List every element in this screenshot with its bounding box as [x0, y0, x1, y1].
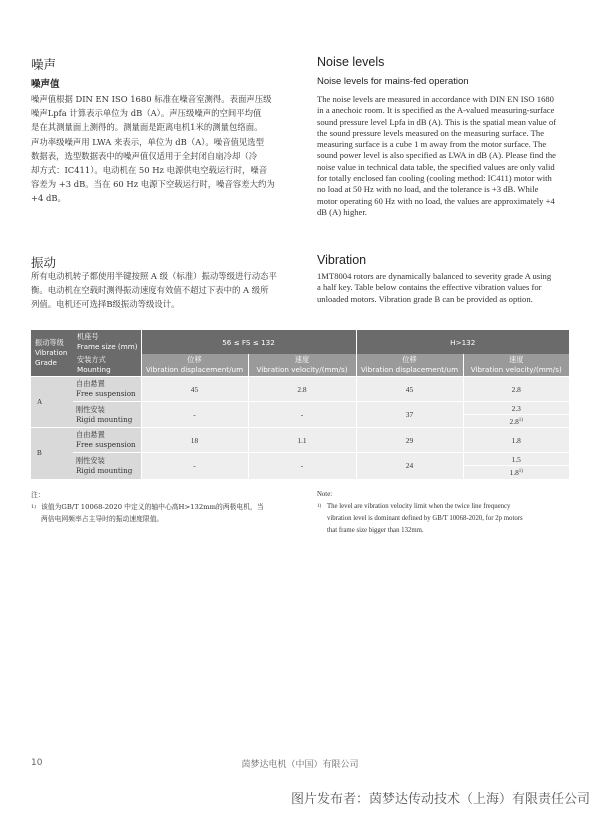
note-mark: 1): [31, 504, 37, 510]
vibration-title-en: Vibration: [317, 253, 367, 267]
vibration-body-en: [317, 271, 582, 305]
note-line-en: vibration level is dominant defined by GB/T 10068-2020, for 2p motors: [327, 515, 523, 522]
vibration-title-zh: 振动: [31, 255, 57, 270]
velocity-header-en: Vibration velocity/(mm/s): [256, 365, 348, 374]
displacement-header: [356, 354, 463, 377]
rigid-zh: 刚性安装: [76, 455, 105, 465]
vibration-line-zh: 所有电动机转子都使用半键按照 A 级（标准）振动等级进行动态平: [31, 271, 277, 281]
displacement-header-en: Vibration displacement/um: [145, 365, 244, 374]
note-label-en: Note:: [317, 491, 333, 498]
table-cell: 2.8: [248, 377, 356, 402]
mounting-free-cell: [73, 377, 141, 402]
table-cell: -: [141, 453, 248, 479]
mounting-free-cell: [73, 428, 141, 453]
table-cell: -: [248, 402, 356, 428]
note-label-zh: 注：: [31, 491, 45, 499]
cell-value: 2.8: [509, 416, 519, 426]
table-cell: 2.3: [463, 402, 569, 415]
displacement-header-zh: 位移: [402, 355, 417, 364]
mounting-header-zh: 安装方式: [77, 355, 106, 364]
noise-body-zh: [31, 92, 303, 206]
company-name: 茵梦达电机（中国）有限公司: [241, 760, 359, 770]
noise-line-zh: 容差为 +3 dB。当在 60 Hz 电源下空载运行时，噪音容差大约为: [31, 179, 275, 190]
noise-line-en: sound power level is also specified as LWA in dB (A). Please find the: [317, 150, 556, 161]
table-cell: -: [248, 453, 356, 479]
noise-line-en: sound pressure level Lpfa in dB (A). This is the spatial mean value of: [317, 116, 556, 127]
velocity-header-zh: 速度: [294, 355, 310, 364]
table-cell-footnoted: [463, 415, 569, 428]
grade-header-zh: 振动等级: [35, 338, 64, 347]
vibration-line-zh: 列值。电机还可选择B级振动等级设计。: [31, 299, 180, 310]
displacement-header-zh: 位移: [187, 355, 202, 364]
table-cell: 37: [356, 402, 463, 428]
vibration-table: [31, 330, 569, 479]
table-row: [31, 377, 569, 402]
noise-line-en: motor operating 60 Hz with no load, the values are approximately +4: [317, 195, 555, 206]
table-cell: 1.1: [248, 428, 356, 453]
table-row: [31, 453, 569, 466]
note-line-zh: 该值为GB/T 10068-2020 中定义的轴中心高H>132mm的两极电机，当: [41, 503, 264, 511]
frame-header-en: Frame size (mm): [77, 342, 138, 351]
mounting-rigid-cell: [73, 453, 141, 479]
noise-line-en: for totally enclosed fan cooling (cooling method: IC411) motor with: [317, 173, 552, 184]
noise-line-en: dB (A) higher.: [317, 206, 367, 217]
table-cell: 2.8: [463, 377, 569, 402]
noise-body-en: [317, 94, 582, 218]
vibration-body-zh: [31, 269, 306, 312]
note-mark: 1): [317, 504, 322, 509]
velocity-header-en: Vibration velocity/(mm/s): [470, 365, 562, 374]
table-cell: 1.5: [463, 453, 569, 466]
free-zh: 自由悬置: [76, 430, 105, 439]
table-cell: 45: [141, 377, 248, 402]
note-zh: [31, 489, 301, 525]
note-en: [317, 489, 587, 537]
vibration-line-en: 1MT8004 rotors are dynamically balanced to severity grade A using: [317, 271, 552, 281]
table-cell: 45: [356, 377, 463, 402]
vibration-line-en: a half key. Table below contains the effective vibration values for: [317, 282, 542, 293]
grade-b-cell: B: [31, 428, 73, 479]
noise-line-en: The noise levels are measured in accordance with DIN EN ISO 1680: [317, 94, 554, 104]
mounting-header: [73, 354, 141, 377]
noise-line-en: noise value in technical data table, the specified values are only valid: [317, 161, 555, 172]
grade-header-en2: Grade: [35, 358, 57, 367]
table-row: [31, 428, 569, 453]
noise-line-zh: 数据表，选型数据表中的噪声值仅适用于全封闭自扇冷却（冷: [31, 150, 258, 161]
mounting-header-en: Mounting: [77, 365, 111, 374]
range-small-header: 56 ≤ FS ≤ 132: [141, 330, 356, 354]
note-line-zh: 两倍电网频率占主导时的振动速度限值。: [41, 515, 164, 523]
footnote-mark: 1): [518, 468, 523, 474]
displacement-header: [141, 354, 248, 377]
noise-subtitle-en: Noise levels for mains-fed operation: [317, 76, 469, 87]
displacement-header-en: Vibration displacement/um: [360, 365, 459, 374]
rigid-en: Rigid mounting: [76, 414, 133, 424]
noise-title-en: Noise levels: [317, 55, 385, 69]
frame-header: [73, 330, 141, 354]
noise-line-zh: 噪声值根据 DIN EN ISO 1680 标准在噪音室测得。表面声压级: [31, 94, 272, 104]
noise-line-zh: 是在其测量面上测得的。测量面是距离电机1米的测量包络面。: [31, 122, 263, 133]
table-cell: 29: [356, 428, 463, 453]
free-en: Free suspension: [76, 389, 136, 398]
table-cell: 18: [141, 428, 248, 453]
note-line-en: that frame size bigger than 132mm.: [327, 527, 424, 534]
image-credit: 图片发布者：茵梦达传动技术（上海）有限责任公司: [290, 792, 590, 807]
noise-line-zh: 却方式：IC411）。电动机在 50 Hz 电源供电空载运行时，噪音: [31, 165, 268, 176]
table-cell: 1.8: [463, 428, 569, 453]
noise-line-en: no load at 50 Hz with no load, and the tolerance is +3 dB. While: [317, 184, 539, 195]
table-cell: 24: [356, 453, 463, 479]
noise-line-zh: 噪声Lpfa 计算表示单位为 dB（A）。声压级噪声的空间平均值: [31, 108, 262, 119]
note-text-zh: [31, 501, 301, 525]
noise-line-en: in a anechoic room. It is specified as the A-valued measuring-surface: [317, 105, 555, 116]
footnote-mark: 1): [518, 417, 523, 423]
frame-header-zh: 机座号: [77, 332, 99, 341]
table-row: [31, 402, 569, 415]
velocity-header: [463, 354, 569, 377]
noise-line-en: measuring surface is a cube 1 m away from the motor surface. The: [317, 139, 547, 150]
mounting-rigid-cell: [73, 402, 141, 428]
free-en: Free suspension: [76, 440, 136, 449]
noise-title-zh: 噪声: [31, 57, 57, 72]
grade-header: [31, 330, 73, 377]
grade-a-cell: A: [31, 377, 73, 428]
vibration-line-en: unloaded motors. Vibration grade B can be provided as option.: [317, 293, 533, 304]
grade-header-en1: Vibration: [35, 348, 68, 357]
noise-line-en: the sound pressure levels measured on the measuring surface. The: [317, 127, 545, 138]
page-number: 10: [31, 758, 43, 768]
table-cell-footnoted: [463, 466, 569, 479]
table-cell: -: [141, 402, 248, 428]
note-text-en: [317, 501, 587, 537]
noise-line-zh: +4 dB。: [31, 193, 66, 204]
rigid-en: Rigid mounting: [76, 465, 133, 475]
vibration-line-zh: 衡。电动机在空载时测得振动速度有效值不超过下表中的 A 级所: [31, 285, 269, 296]
noise-line-zh: 声功率级噪声用 LWA 来表示，单位为 dB（A）。噪音值见选型: [31, 136, 265, 147]
noise-subtitle-zh: 噪声值: [31, 79, 60, 90]
velocity-header: [248, 354, 356, 377]
cell-value: 1.8: [509, 467, 519, 477]
free-zh: 自由悬置: [76, 379, 105, 388]
rigid-zh: 刚性安装: [76, 404, 105, 414]
velocity-header-zh: 速度: [509, 355, 524, 364]
range-large-header: H>132: [356, 330, 569, 354]
note-line-en: The level are vibration velocity limit when the twice line frequency: [327, 503, 511, 510]
